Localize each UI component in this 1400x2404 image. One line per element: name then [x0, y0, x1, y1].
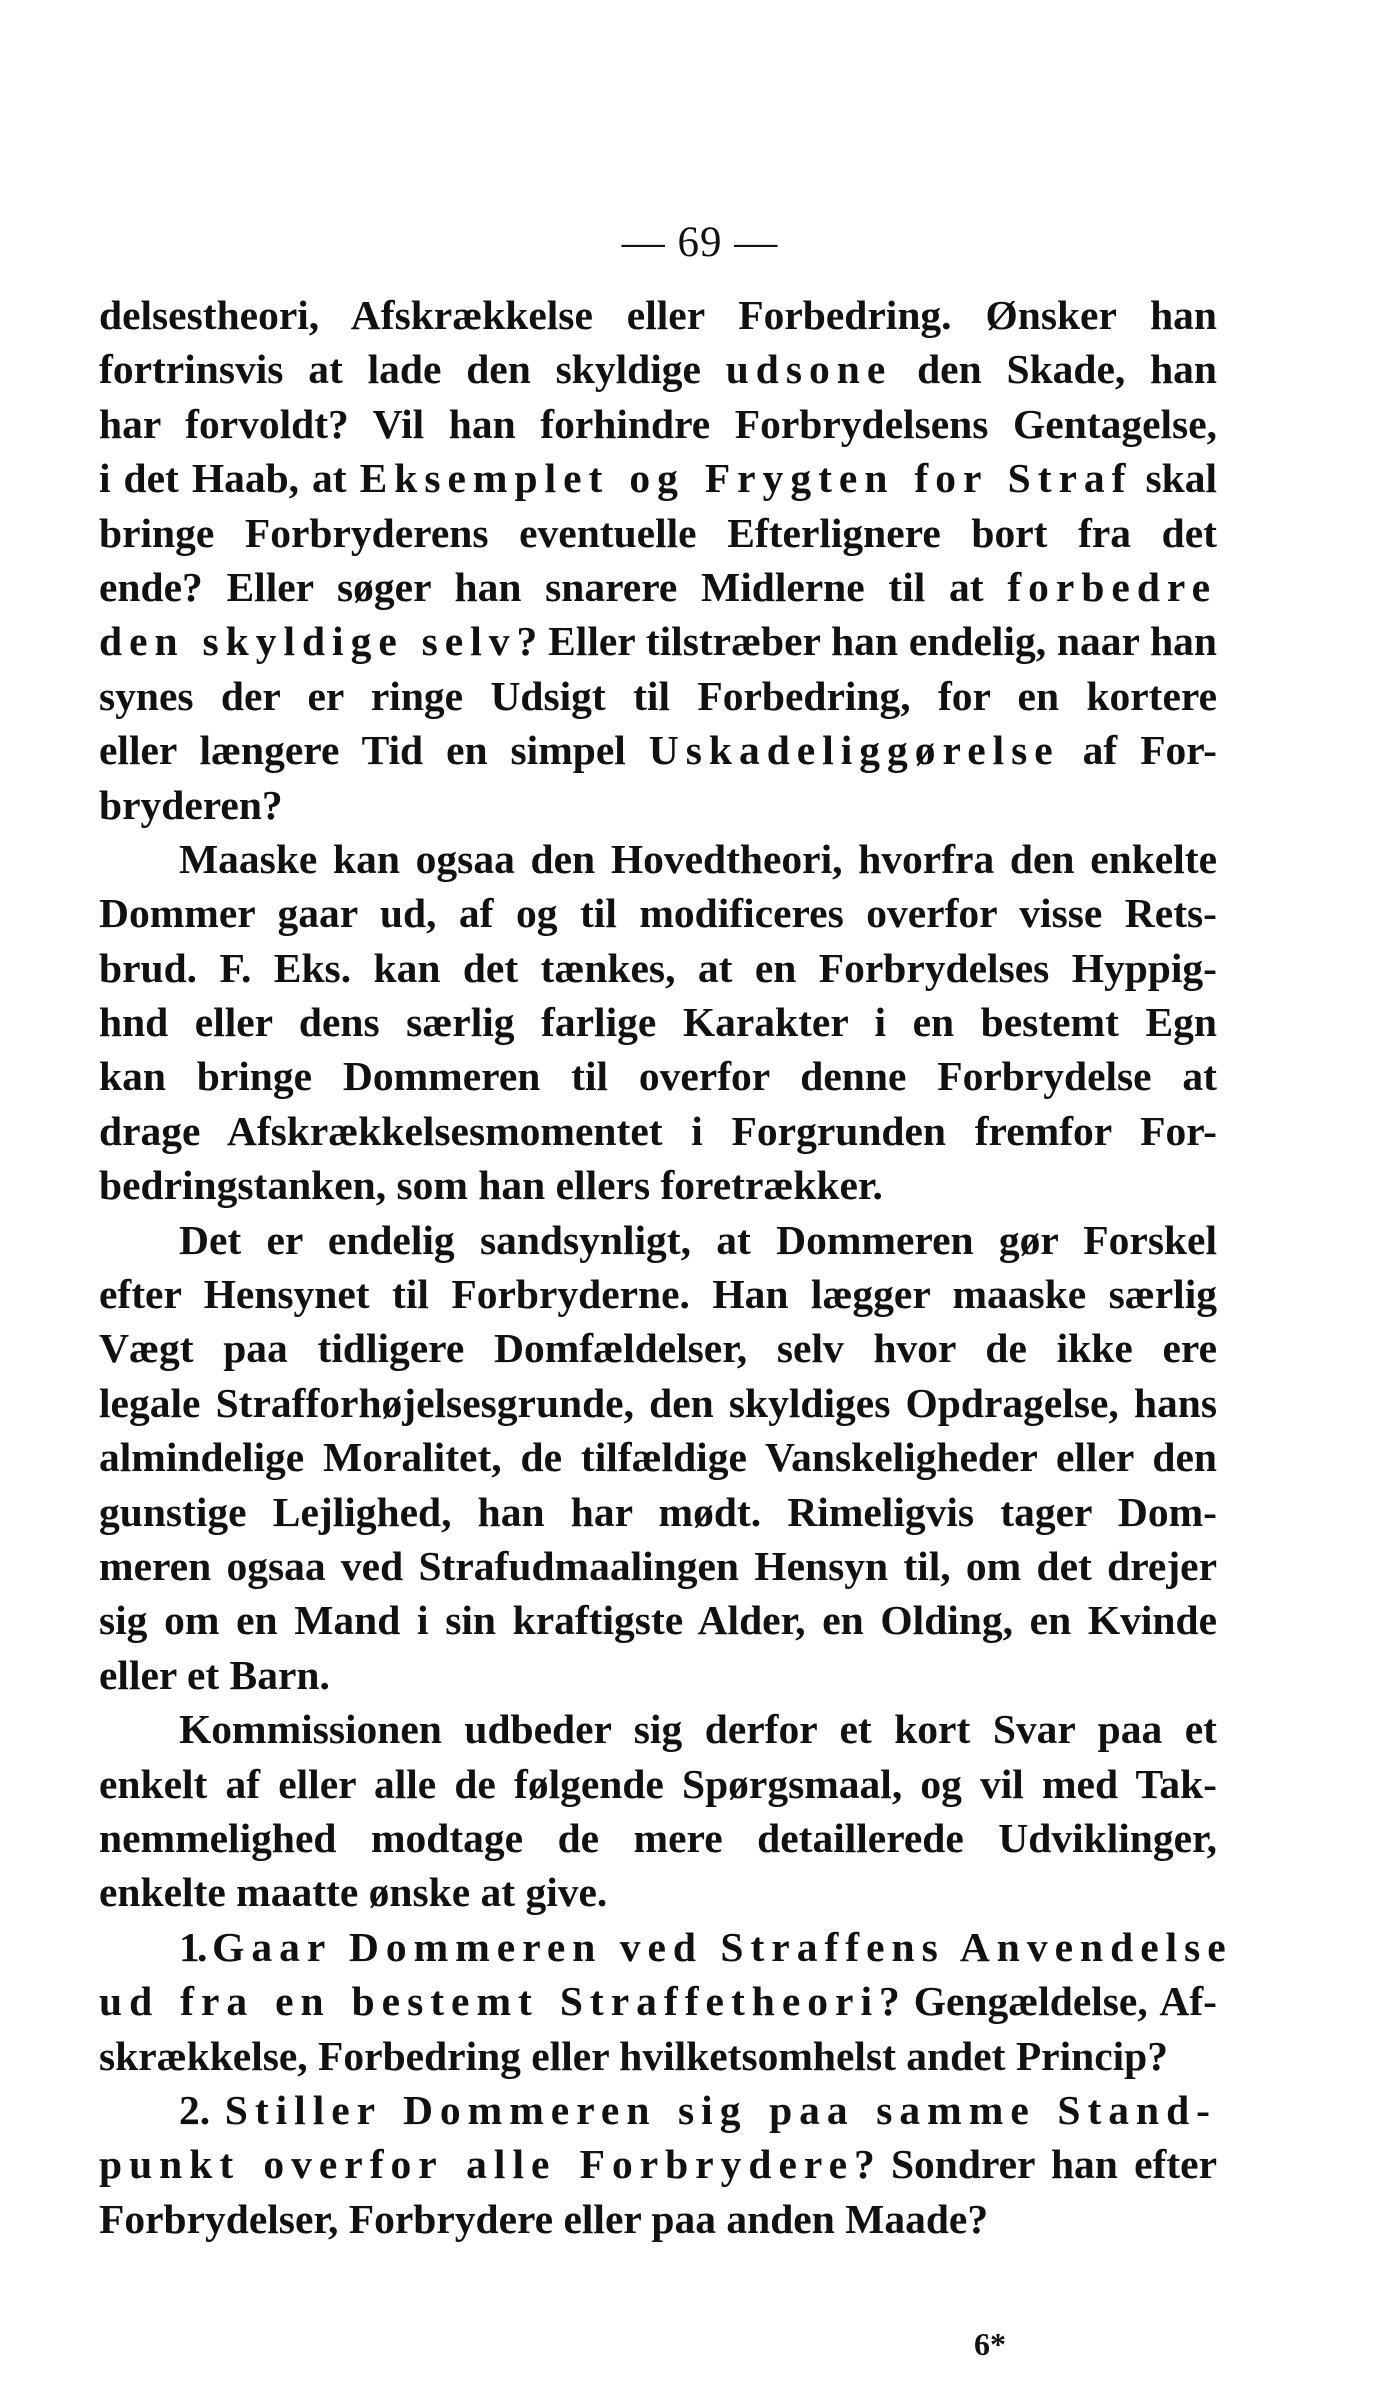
text-line [99, 1485, 1217, 1539]
text-line [99, 1376, 1217, 1430]
text-line [99, 1158, 1217, 1212]
spaced-emphasis-text: ud fra en bestemt Straffetheori [99, 1978, 879, 2025]
text-run: Kommissionen udbeder sig derfor et kort Svar paa et [179, 1706, 1217, 1753]
question-1-line [99, 1920, 1233, 1974]
question-2-line [99, 2192, 1217, 2246]
text-line [99, 832, 1217, 886]
text-run: ? Eller tilstræber han endelig, naar han [516, 618, 1217, 665]
text-run: eller et Barn. [99, 1651, 330, 1698]
spaced-emphasis-text: Gaar Dommeren ved Straffens Anvendelse [212, 1923, 1233, 1970]
spaced-emphasis-text: forbedre [1007, 563, 1217, 610]
spaced-emphasis-text: punkt overfor alle Forbrydere [99, 2141, 854, 2188]
text-run: gunstige Lejlighed, han har mødt. Rimeligvis tager Dom- [99, 1488, 1217, 1535]
text-run: drage Afskrækkelsesmomentet i Forgrunden fremfor For- [99, 1107, 1217, 1154]
text-run: bryderen? [99, 781, 283, 828]
text-line [99, 1593, 1217, 1647]
spaced-emphasis-text: Eksemplet og Frygten for Straf [359, 455, 1133, 502]
text-line [99, 560, 1217, 614]
spaced-emphasis-text: Stiller Dommeren sig paa samme Stand- [224, 2086, 1217, 2133]
text-line [99, 1049, 1217, 1103]
text-run: bedringstanken, som han ellers foretrækker. [99, 1162, 883, 1209]
text-run: af For- [1059, 727, 1217, 774]
signature-mark: 6* [974, 2326, 1006, 2362]
text-run: Forbrydelser, Forbrydere eller paa anden Maade? [99, 2195, 989, 2242]
body-text [99, 288, 1233, 2246]
text-line [99, 1321, 1217, 1375]
text-run: kan bringe Dommeren til overfor denne Forbrydelse at [99, 1053, 1217, 1100]
page-number: — 69 — [621, 219, 779, 266]
text-run: brud. F. Eks. kan det tænkes, at en Forbrydelses Hyppig- [99, 944, 1217, 991]
text-run: Maaske kan ogsaa den Hovedtheori, hvorfra den enkelte [179, 835, 1217, 882]
text-run: Det er endelig sandsynligt, at Dommeren gør Forskel [179, 1216, 1217, 1263]
text-run: bringe Forbryderens eventuelle Efterlignere bort fra det [99, 509, 1217, 556]
spaced-emphasis-text: Uskadeliggørelse [648, 727, 1060, 774]
text-run: hnd eller dens særlig farlige Karakter i en bestemt Egn [99, 999, 1217, 1046]
text-run: meren ogsaa ved Strafudmaalingen Hensyn til, om det drejer [99, 1542, 1217, 1589]
text-line [99, 669, 1217, 723]
spaced-emphasis-text: udsone [725, 346, 893, 393]
text-line [99, 1648, 1217, 1702]
text-run: i det Haab, at [99, 455, 360, 502]
text-run: ende? Eller søger han snarere Midlerne til at [99, 563, 1008, 610]
question-2-line [99, 2137, 1217, 2191]
text-run: Dommer gaar ud, af og til modificeres overfor visse Rets- [99, 890, 1217, 937]
text-run: Vægt paa tidligere Domfældelser, selv hvor de ikke ere [99, 1325, 1217, 1372]
text-line [99, 941, 1217, 995]
text-line [99, 1702, 1217, 1756]
text-line [99, 1757, 1217, 1811]
text-run: legale Strafforhøjelsesgrunde, den skyldiges Opdragelse, hans [99, 1379, 1217, 1426]
text-line [99, 397, 1217, 451]
text-run: sig om en Mand i sin kraftigste Alder, en Olding, en Kvinde [99, 1597, 1217, 1644]
text-run: enkelt af eller alle de følgende Spørgsmaal, og vil med Tak- [99, 1760, 1217, 1807]
text-run: almindelige Moralitet, de tilfældige Vanskeligheder eller den [99, 1434, 1217, 1481]
text-line [99, 995, 1217, 1049]
text-line [99, 778, 1217, 832]
text-run: delsestheori, Afskrækkelse eller Forbedring. Ønsker han [99, 292, 1217, 338]
text-run: skrækkelse, Forbedring eller hvilketsomhelst andet Princip? [99, 2032, 1168, 2079]
text-line [99, 886, 1217, 940]
text-run: enkelte maatte ønske at give. [99, 1869, 608, 1916]
text-run: 2. [179, 2086, 225, 2133]
text-line [99, 614, 1217, 668]
text-line [99, 1104, 1217, 1158]
text-line [99, 1865, 1217, 1919]
text-line [99, 288, 1217, 342]
text-line [99, 723, 1217, 777]
text-run: synes der er ringe Udsigt til Forbedring, for en kortere [99, 672, 1217, 719]
text-run: har forvoldt? Vil han forhindre Forbrydelsens Gentagelse, [99, 400, 1217, 447]
text-line [99, 1267, 1217, 1321]
question-1-line [99, 1974, 1217, 2028]
spaced-emphasis-text: den skyldige selv [99, 618, 517, 665]
text-line [99, 1811, 1217, 1865]
text-run: skal [1132, 455, 1217, 502]
text-run: den Skade, han [892, 346, 1218, 393]
text-line [99, 451, 1217, 505]
text-run: nemmelighed modtage de mere detaillerede Udviklinger, [99, 1814, 1217, 1861]
text-run: fortrinsvis at lade den skyldige [99, 346, 726, 393]
text-run: 1. [179, 1923, 213, 1970]
text-run: eller længere Tid en simpel [99, 727, 649, 774]
text-line [99, 1213, 1217, 1267]
text-line [99, 506, 1217, 560]
text-line [99, 1430, 1217, 1484]
question-1-line [99, 2029, 1217, 2083]
text-line [99, 342, 1217, 396]
text-run: ? Sondrer han efter [854, 2141, 1217, 2188]
question-2-line [99, 2083, 1217, 2137]
text-run: efter Hensynet til Forbryderne. Han lægger maaske særlig [99, 1271, 1217, 1318]
text-run: ? Gengældelse, Af- [878, 1978, 1218, 2025]
text-line [99, 1539, 1217, 1593]
